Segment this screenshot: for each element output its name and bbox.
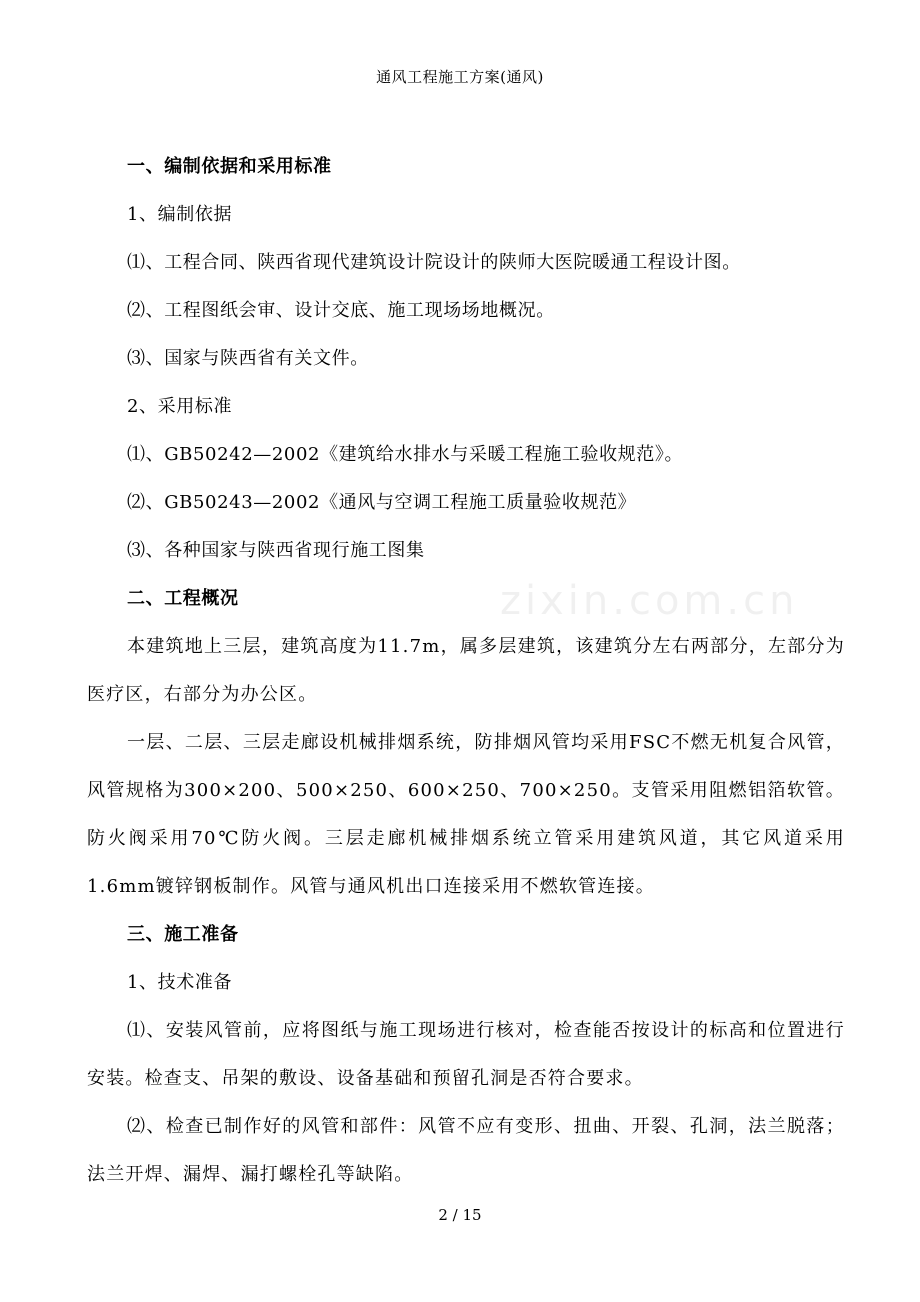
section-heading: 三、施工准备	[127, 924, 239, 945]
subheading: 1、技术准备	[127, 972, 233, 993]
paragraph: ⑵、检查已制作好的风管和部件：风管不应有变形、扭曲、开裂、孔洞，法兰脱落；法兰开焊、漏焊、漏打螺栓孔等缺陷。	[87, 1116, 845, 1185]
list-item: ⑴、工程合同、陕西省现代建筑设计院设计的陕师大医院暖通工程设计图。	[127, 252, 741, 273]
list-item: ⑴、GB50242—2002《建筑给水排水与采暖工程施工验收规范》。	[127, 444, 684, 465]
list-item: ⑵、工程图纸会审、设计交底、施工现场场地概况。	[127, 300, 555, 321]
paragraph: 一层、二层、三层走廊设机械排烟系统，防排烟风管均采用FSC不燃无机复合风管，风管规格为300×200、500×250、600×250、700×250。支管采用阻燃铝箔软管。防火阀采用70℃防火阀。三层走廊机械排烟系统立管采用建筑风道，其它风道采用1.6mm镀锌钢板制作。风管与通风机出口连接采用不燃软管连接。	[87, 732, 845, 897]
section-heading: 二、工程概况	[127, 588, 239, 609]
list-item: ⑶、国家与陕西省有关文件。	[127, 348, 369, 369]
section-heading: 一、编制依据和采用标准	[127, 156, 332, 177]
page-header-title: 通风工程施工方案(通风)	[376, 68, 544, 86]
watermark: zixin.com.cn	[500, 578, 799, 624]
list-item: ⑶、各种国家与陕西省现行施工图集	[127, 540, 425, 561]
document-body	[87, 143, 845, 1199]
subheading: 2、采用标准	[127, 396, 233, 417]
paragraph: 本建筑地上三层，建筑高度为11.7m，属多层建筑，该建筑分左右两部分，左部分为医疗区，右部分为办公区。	[87, 636, 845, 705]
subheading: 1、编制依据	[127, 204, 233, 225]
page-number: 2 / 15	[438, 1206, 482, 1224]
list-item: ⑵、GB50243—2002《通风与空调工程施工质量验收规范》	[127, 492, 637, 513]
paragraph: ⑴、安装风管前，应将图纸与施工现场进行核对，检查能否按设计的标高和位置进行安装。检查支、吊架的敷设、设备基础和预留孔洞是否符合要求。	[87, 1020, 845, 1089]
